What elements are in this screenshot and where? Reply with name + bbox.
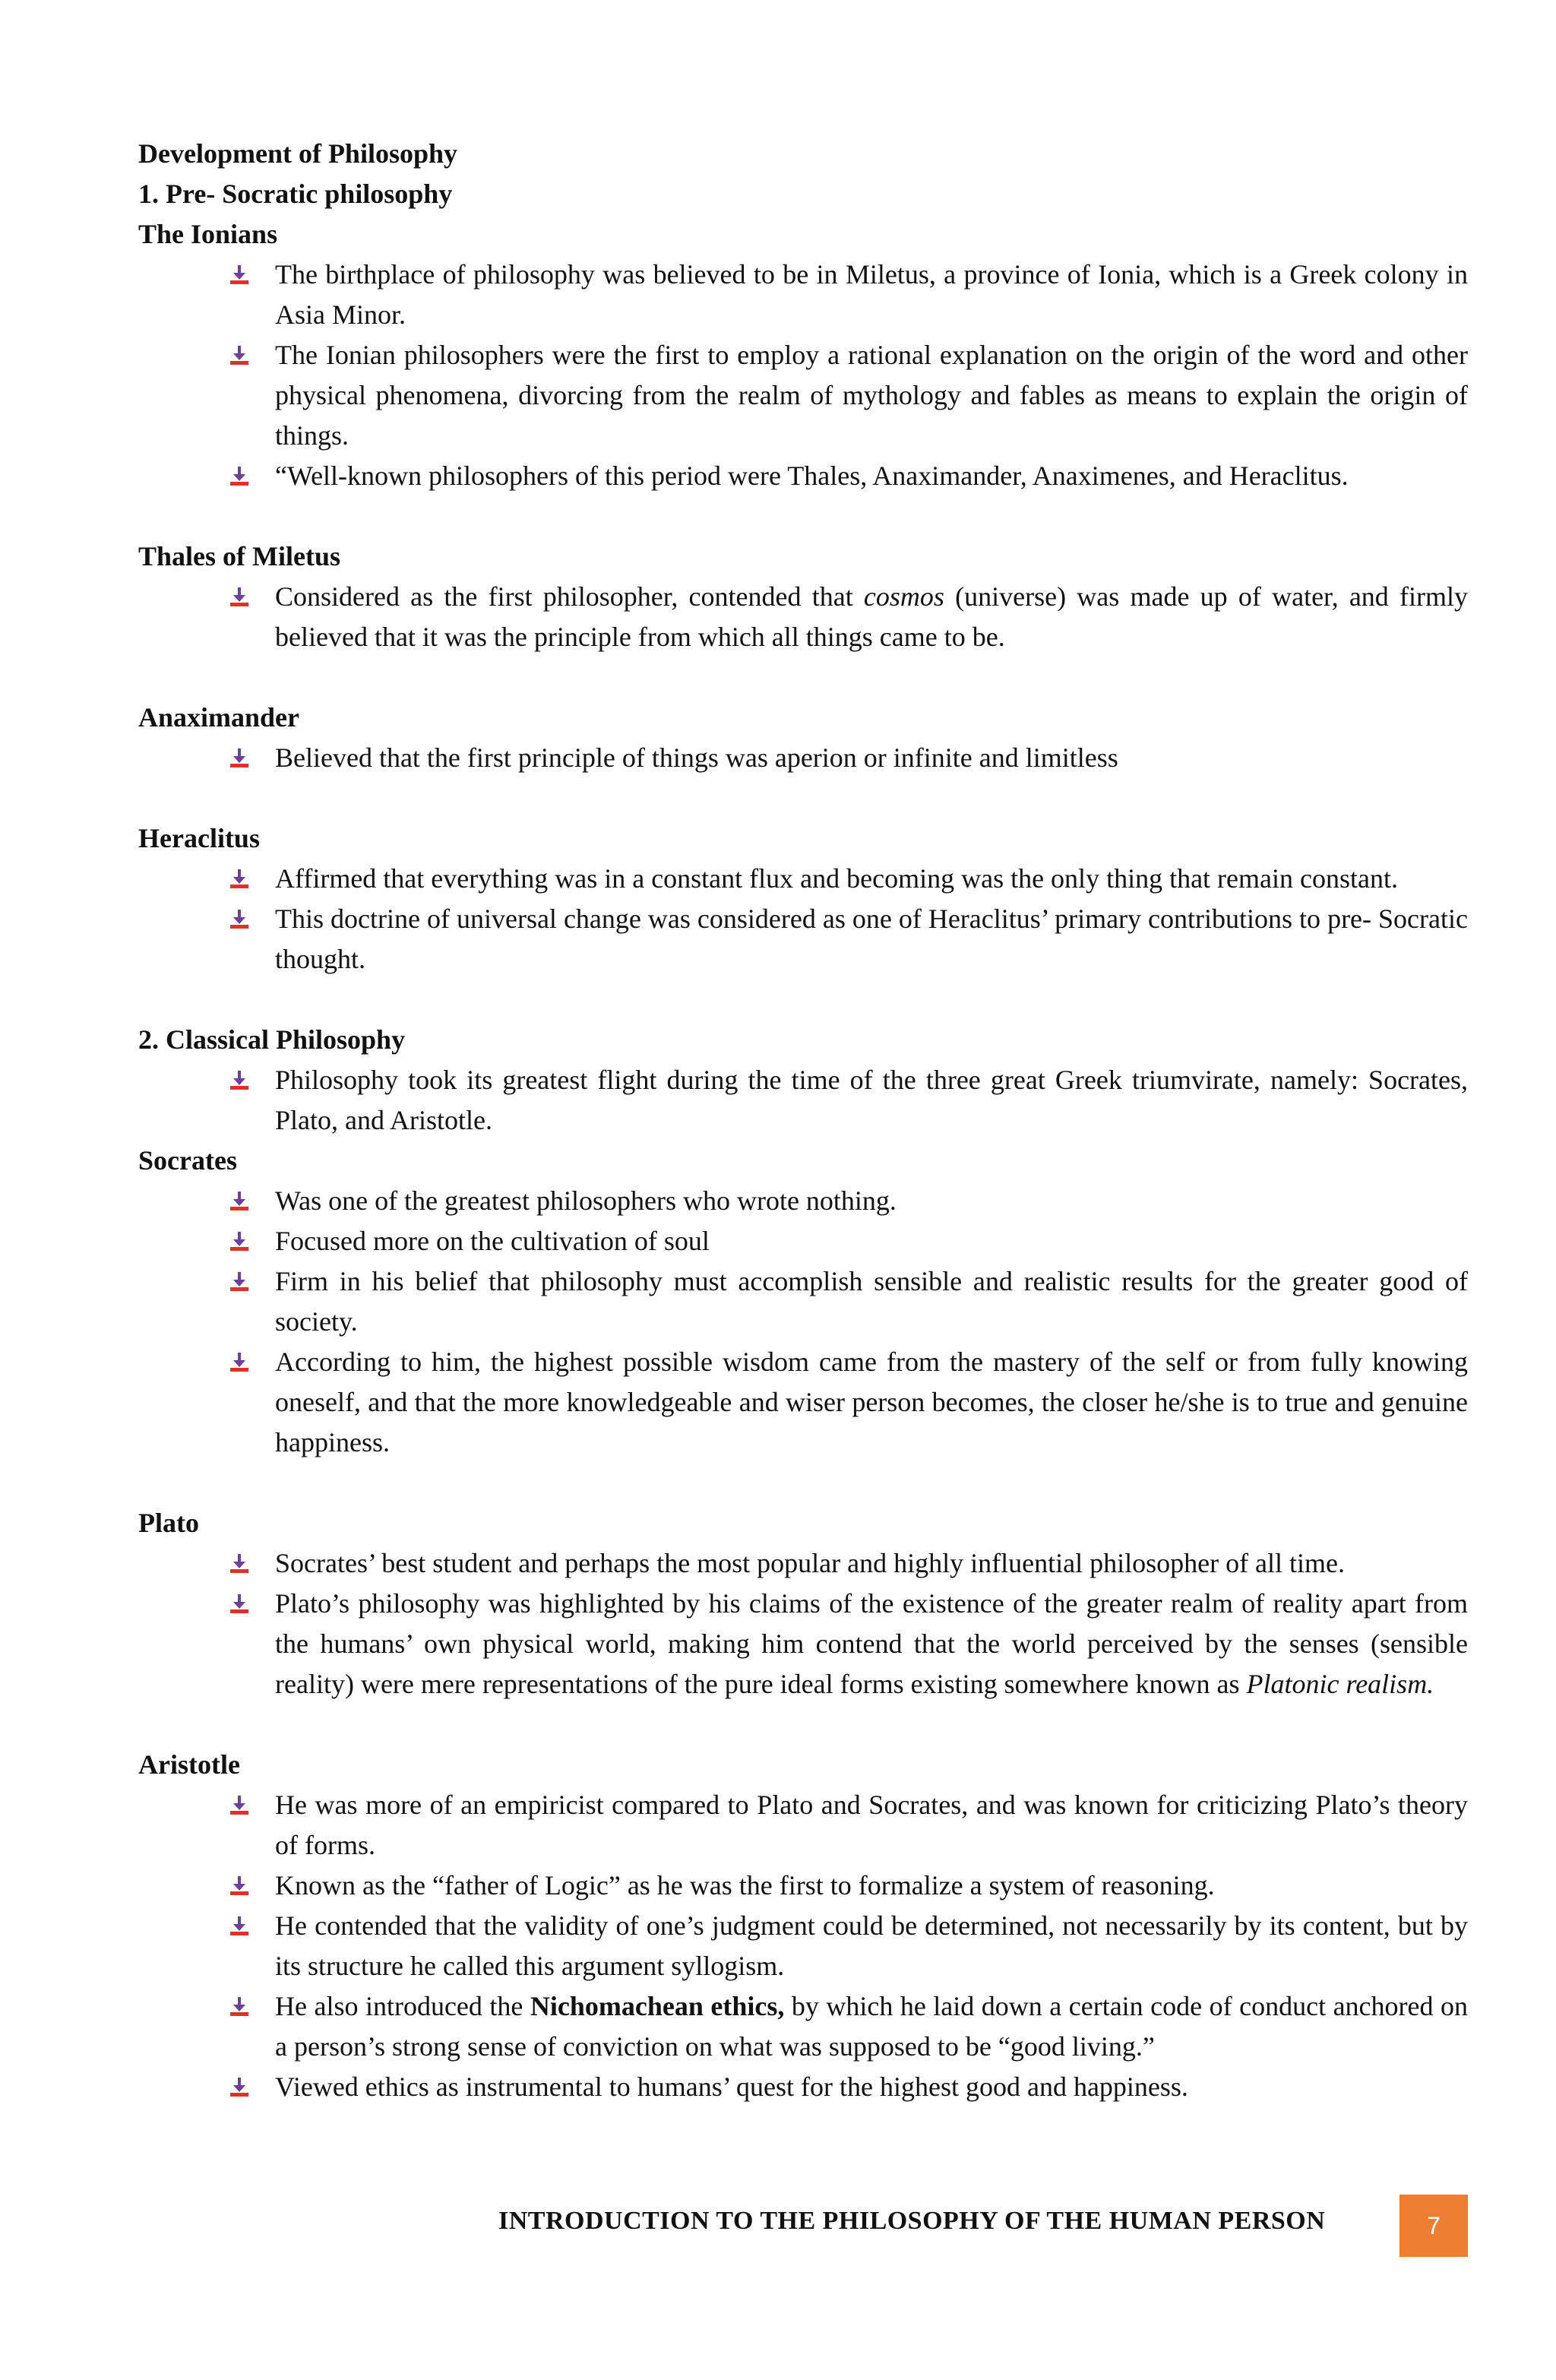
bullet-item [138, 335, 1468, 456]
down-arrow-bullet-icon [229, 910, 249, 929]
down-arrow-bullet-icon [229, 869, 249, 889]
section-heading-heraclitus: Heraclitus [138, 823, 260, 853]
bullet-list [138, 1181, 1468, 1463]
down-arrow-bullet-icon [229, 1192, 249, 1211]
down-arrow-bullet-icon [229, 587, 249, 607]
bullet-text: Believed that the first principle of things was aperion or infinite and limitless [275, 742, 1118, 773]
section-heading-2-classical-philosophy: 2. Classical Philosophy [138, 1024, 406, 1055]
bullet-text: by which he laid down a certain code of conduct anchored on a person’s strong sense of conviction on what was supposed to be “good living.” [275, 1991, 1468, 2062]
bullet-text: This doctrine of universal change was considered as one of Heraclitus’ primary contributions to pre- Socratic thought. [275, 904, 1468, 974]
bullet-item [138, 1060, 1468, 1141]
bullet-item [138, 899, 1468, 980]
down-arrow-bullet-icon [229, 467, 249, 486]
bullet-list [138, 738, 1468, 778]
bullet-text: The Ionian philosophers were the first to employ a rational explanation on the origin of the word and other physical phenomena, divorcing from the realm of mythology and fables as means to explain the origin of things. [275, 340, 1468, 451]
bullet-list [138, 859, 1468, 980]
down-arrow-bullet-icon [229, 1554, 249, 1574]
bullet-text: Known as the “father of Logic” as he was the first to formalize a system of reasoning. [275, 1870, 1215, 1901]
italic-term: cosmos [863, 581, 944, 612]
document-body [138, 134, 1468, 2107]
bullet-text: Firm in his belief that philosophy must accomplish sensible and realistic results for the greater good of society. [275, 1266, 1468, 1337]
bold-term: Nichomachean ethics, [530, 1991, 785, 2021]
down-arrow-bullet-icon [229, 346, 249, 366]
bullet-text: Viewed ethics as instrumental to humans’ quest for the highest good and happiness. [275, 2071, 1188, 2102]
down-arrow-bullet-icon [229, 1353, 249, 1372]
bullet-text: Was one of the greatest philosophers who wrote nothing. [275, 1185, 897, 1216]
bullet-item [138, 456, 1468, 496]
down-arrow-bullet-icon [229, 1916, 249, 1936]
section-heading-the-ionians: The Ionians [138, 219, 278, 249]
bullet-list [138, 577, 1468, 657]
section-heading-anaximander: Anaximander [138, 702, 300, 733]
down-arrow-bullet-icon [229, 1071, 249, 1090]
bullet-text: “Well-known philosophers of this period were Thales, Anaximander, Anaximenes, and Heraclitus. [275, 460, 1349, 491]
section-heading-thales-of-miletus: Thales of Miletus [138, 541, 340, 571]
bullet-item [138, 1342, 1468, 1463]
bullet-text: He contended that the validity of one’s judgment could be determined, not necessarily by its content, but by its structure he called this argument syllogism. [275, 1910, 1468, 1981]
bullet-text: According to him, the highest possible wisdom came from the mastery of the self or from fully knowing oneself, and that the more knowledgeable and wiser person becomes, the closer he/she is to true and genuine happiness. [275, 1347, 1468, 1457]
bullet-text: Socrates’ best student and perhaps the most popular and highly influential philosopher of all time. [275, 1548, 1346, 1578]
bullet-text: Affirmed that everything was in a constant flux and becoming was the only thing that remain constant. [275, 863, 1398, 894]
bullet-item [138, 1866, 1468, 1906]
bullet-item [138, 1221, 1468, 1261]
bullet-text: He also introduced the [275, 1991, 530, 2021]
bullet-item [138, 1986, 1468, 2067]
bullet-text: He was more of an empiricist compared to Plato and Socrates, and was known for criticizing Plato’s theory of forms. [275, 1790, 1468, 1860]
down-arrow-bullet-icon [229, 2078, 249, 2097]
bullet-item [138, 1785, 1468, 1866]
down-arrow-bullet-icon [229, 1594, 249, 1614]
bullet-item [138, 1261, 1468, 1342]
page-number-badge: 7 [1399, 2195, 1468, 2257]
bullet-item [138, 1584, 1468, 1704]
bullet-item [138, 738, 1468, 778]
footer-title: INTRODUCTION TO THE PHILOSOPHY OF THE HUMAN PERSON [498, 2207, 1326, 2235]
down-arrow-bullet-icon [229, 265, 249, 285]
section-heading-development-of-philosophy: Development of Philosophy [138, 138, 458, 169]
bullet-item [138, 2067, 1468, 2107]
bullet-item [138, 859, 1468, 899]
bullet-item [138, 1906, 1468, 1986]
bullet-text: The birthplace of philosophy was believed to be in Miletus, a province of Ionia, which is a Greek colony in Asia Minor. [275, 259, 1468, 330]
bullet-item [138, 1543, 1468, 1584]
section-heading-aristotle: Aristotle [138, 1749, 240, 1780]
section-heading-socrates: Socrates [138, 1145, 237, 1176]
down-arrow-bullet-icon [229, 1232, 249, 1252]
italic-term: Platonic realism. [1246, 1669, 1434, 1699]
bullet-list [138, 1543, 1468, 1704]
bullet-list [138, 1785, 1468, 2107]
down-arrow-bullet-icon [229, 748, 249, 768]
bullet-text: Philosophy took its greatest flight during the time of the three great Greek triumvirate, namely: Socrates, Plato, and Aristotle. [275, 1065, 1468, 1135]
bullet-text: Focused more on the cultivation of soul [275, 1226, 710, 1256]
bullet-text: Considered as the first philosopher, contended that [275, 581, 864, 612]
bullet-text: Plato’s philosophy was highlighted by his claims of the existence of the greater realm of reality apart from the humans’ own physical world, making him contend that the world perceived by the senses (sensible reality) were mere representations of the pure ideal forms existing somewhere known as [275, 1588, 1468, 1699]
bullet-item [138, 577, 1468, 657]
bullet-item [138, 1181, 1468, 1221]
down-arrow-bullet-icon [229, 1876, 249, 1896]
bullet-list [138, 255, 1468, 496]
bullet-list [138, 1060, 1468, 1141]
down-arrow-bullet-icon [229, 1272, 249, 1292]
bullet-item [138, 255, 1468, 335]
section-heading-plato: Plato [138, 1508, 199, 1538]
bullet-text: (universe) was made up of water, and firmly believed that it was the principle from which all things came to be. [275, 581, 1468, 652]
down-arrow-bullet-icon [229, 1997, 249, 2017]
section-heading-1-pre-socratic-philosophy: 1. Pre- Socratic philosophy [138, 179, 453, 209]
down-arrow-bullet-icon [229, 1796, 249, 1815]
